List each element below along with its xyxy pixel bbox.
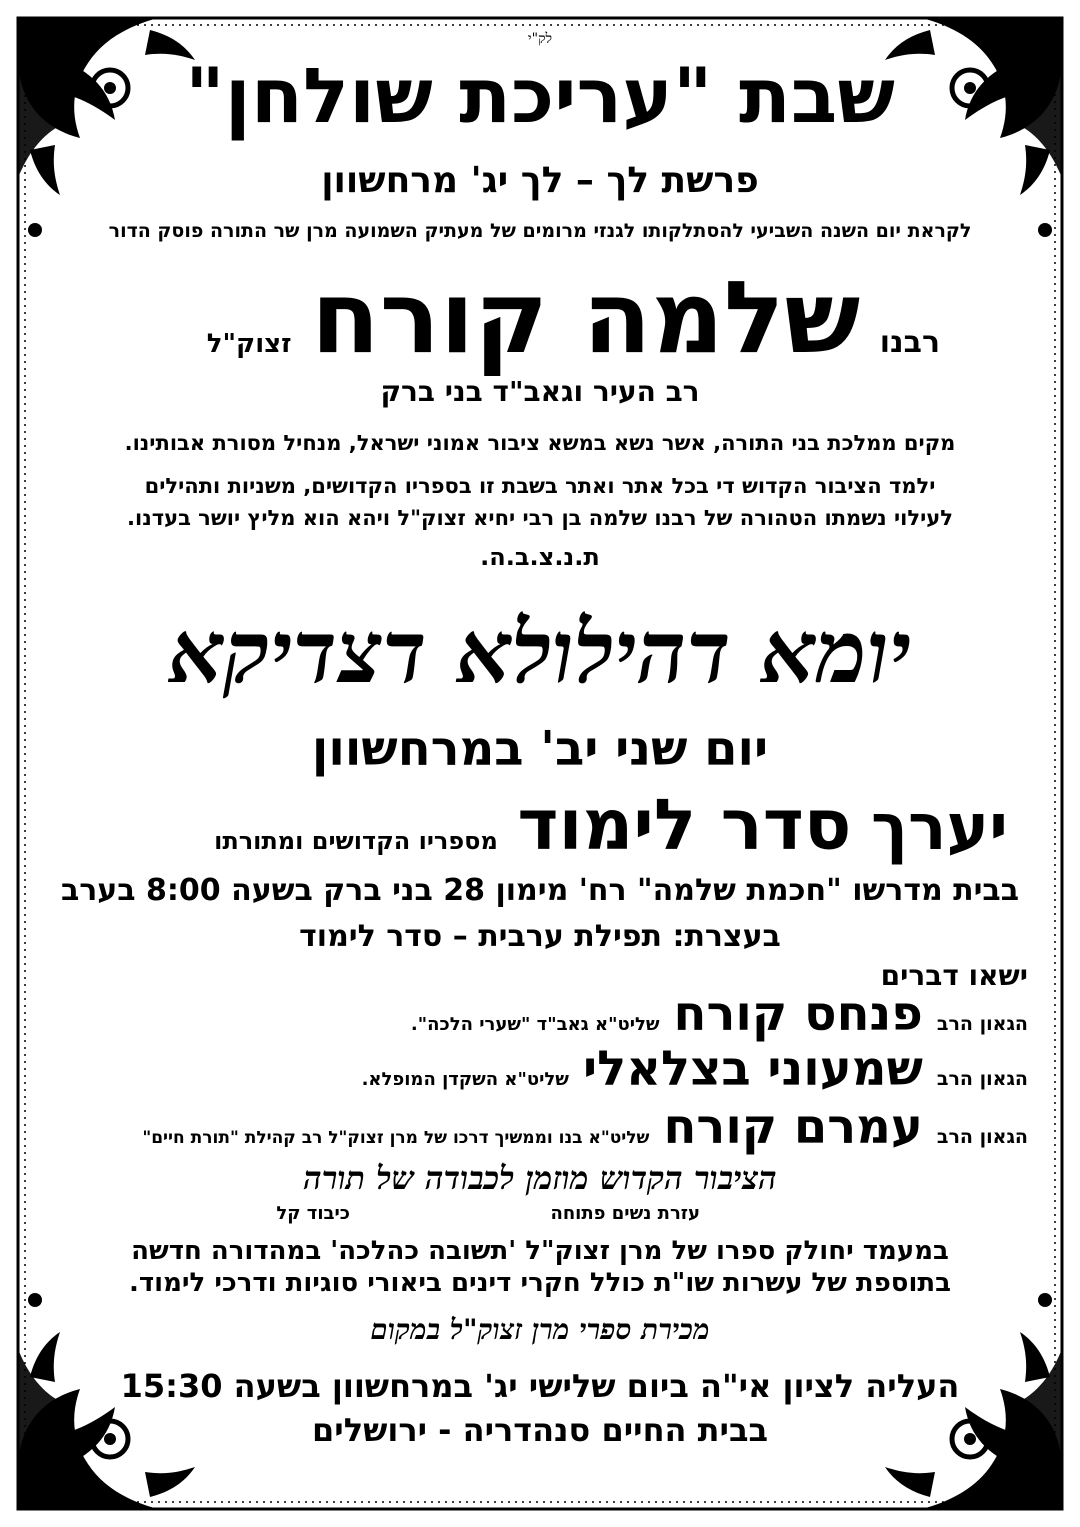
speaker-suffix: שליט"א בנו וממשיך דרכו של מרן זצוק"ל רב קהילת "תורת חיים" xyxy=(142,1128,650,1148)
speaker-prefix: הגאון הרב xyxy=(936,1068,1028,1090)
book-line-1: במעמד יחולק ספרו של מרן זצוק"ל 'תשובה כהלכה' במהדורה חדשה xyxy=(131,1236,949,1266)
speaker-prefix: הגאון הרב xyxy=(936,1013,1028,1035)
program-line: בעצרת: תפילת ערבית – סדר לימוד xyxy=(299,919,781,954)
seder-title: סדר לימוד xyxy=(517,784,852,866)
hillula-heading: יומא דהילולא דצדיקא xyxy=(168,602,912,703)
rabbi-title: רב העיר וגאב"ד בני ברק xyxy=(380,375,700,408)
speaker-row xyxy=(361,1041,1028,1097)
body-line-3: לעילוי נשמתו הטהורה של רבנו שלמה בן רבי יחיא זצוק"ל ויהא הוא מליץ יושר בעדנו. xyxy=(127,506,953,530)
body-line-2: ילמד הציבור הקדוש די בכל אתר ואתר בשבת זו בספריו הקדושים, משניות ותהילים xyxy=(144,474,936,498)
aliyah-line: העליה לציון אי"ה ביום שלישי יג' במרחשוון בשעה 15:30 xyxy=(120,1367,960,1405)
parasha-line: פרשת לך – לך יג' מרחשוון xyxy=(321,160,759,201)
location-line: בבית מדרשו "חכמת שלמה" רח' מימון 28 בני ברק בשעה 8:00 בערב xyxy=(60,873,1020,908)
rabbi-name-row xyxy=(206,259,940,376)
speaker-name: שמעוני בצלאלי xyxy=(582,1041,923,1097)
speaker-row xyxy=(142,1099,1028,1155)
refreshments: כיבוד קל xyxy=(276,1203,350,1224)
seder-suffix: מספריו הקדושים ומתורתו xyxy=(214,827,498,855)
speaker-prefix: הגאון הרב xyxy=(936,1126,1028,1148)
intro-line: לקראת יום השנה השביעי להסתלקותו לגנזי מרומים של מעתיק השמועה מרן שר התורה פוסק הדור xyxy=(108,220,972,242)
speaker-row xyxy=(410,986,1028,1042)
speaker-suffix: שליט"א השקדן המופלא. xyxy=(361,1069,569,1090)
seder-prefix: יערך xyxy=(871,791,1008,865)
speakers-heading: ישאו דברים xyxy=(880,959,1028,992)
book-sale-line: מכירת ספרי מרן זצוק"ל במקום xyxy=(370,1313,710,1346)
tnzba: ת.נ.צ.ב.ה. xyxy=(480,543,600,571)
invitation-line: הציבור הקדוש מוזמן לכבודה של תורה xyxy=(303,1159,777,1197)
speaker-name: עמרם קורח xyxy=(663,1099,923,1155)
speaker-suffix: שליט"א גאב"ד "שערי הלכה". xyxy=(410,1014,660,1035)
book-line-2: בתוספת של עשרות שו"ת כולל חקרי דינים ביאורי סוגיות ודרכי לימוד. xyxy=(128,1268,952,1298)
rabbi-prefix: רבנו xyxy=(879,325,940,360)
speaker-name: פנחס קורח xyxy=(673,986,923,1042)
body-line-1: מקים ממלכת בני התורה, אשר נשא במשא ציבור אמוני ישראל, מנחיל מסורת אבותינו. xyxy=(124,431,956,455)
women-section: עזרת נשים פתוחה xyxy=(550,1203,700,1224)
hillula-date: יום שני יב' במרחשוון xyxy=(311,721,769,777)
rabbi-name: שלמה קורח xyxy=(311,259,861,376)
page-title: שבת "עריכת שולחן" xyxy=(185,51,895,140)
cemetery-line: בבית החיים סנהדריה - ירושלים xyxy=(312,1411,768,1449)
seder-row xyxy=(214,784,1008,866)
corner-mark: לק"י xyxy=(527,31,553,47)
rabbi-suffix: זצוק"ל xyxy=(206,329,292,359)
